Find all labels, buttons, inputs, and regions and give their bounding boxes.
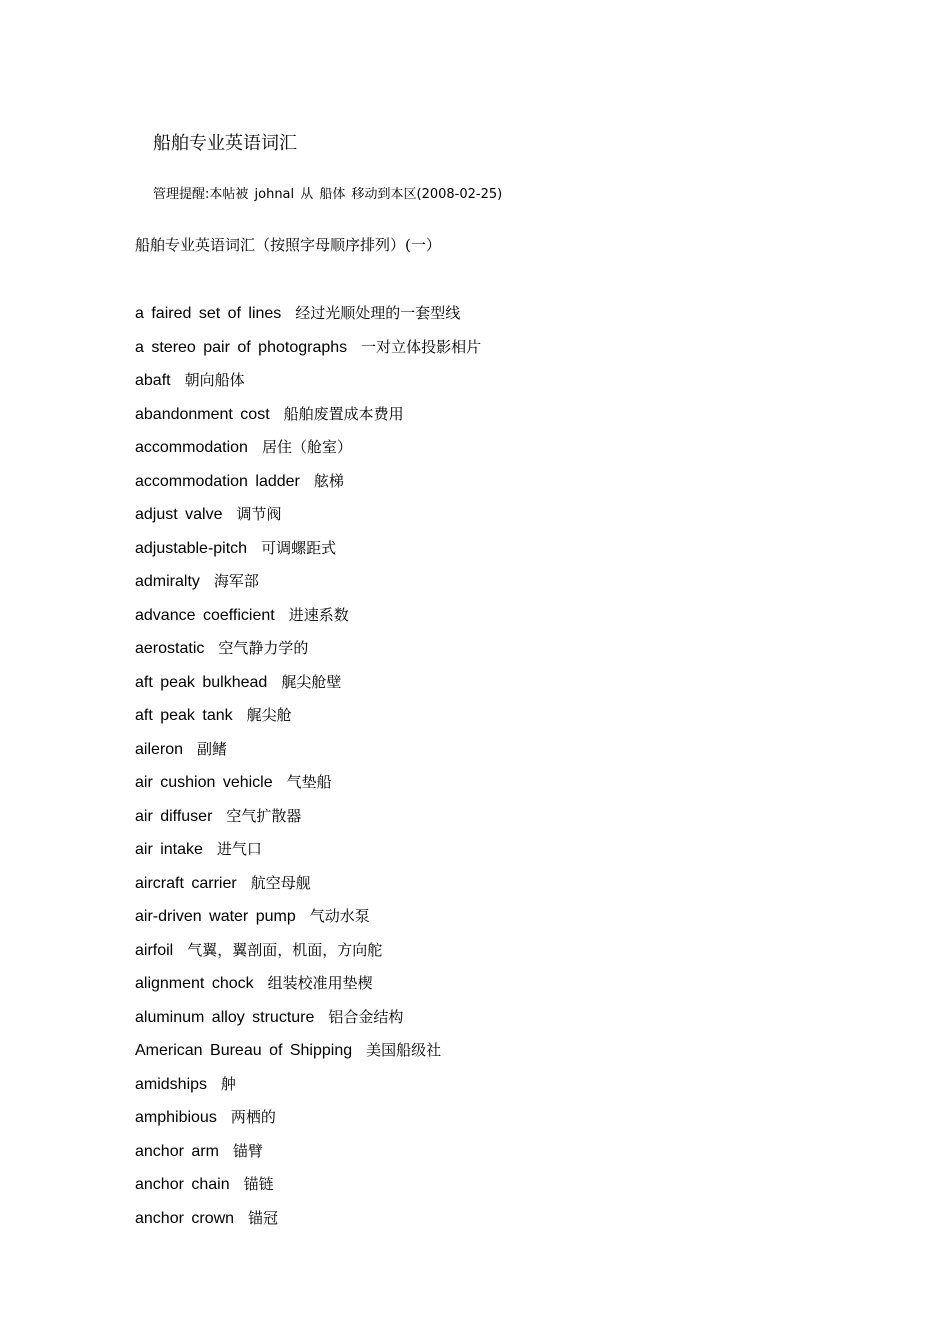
vocab-term: air intake — [135, 841, 203, 858]
vocab-entry — [135, 637, 481, 671]
vocab-meaning: 航空母舰 — [250, 873, 311, 892]
vocab-entry — [135, 872, 481, 906]
vocab-meaning: 舷梯 — [313, 471, 344, 490]
vocab-term: alignment chock — [135, 975, 254, 992]
vocab-entry — [135, 771, 481, 805]
vocab-term: air diffuser — [135, 807, 213, 825]
vocab-term: aerostatic — [135, 640, 205, 657]
vocab-term: abandonment cost — [135, 405, 270, 423]
vocab-entry — [135, 503, 481, 537]
vocab-term: a stereo pair of photographs — [135, 338, 348, 356]
vocab-term: abaft — [135, 372, 171, 389]
vocab-term: adjust valve — [135, 506, 223, 523]
vocab-entry — [135, 336, 481, 370]
vocab-meaning: 气翼，翼剖面，机面，方向舵 — [187, 940, 383, 959]
vocab-term: aft peak bulkhead — [135, 673, 268, 691]
vocab-entry — [135, 470, 481, 504]
vocab-term: anchor arm — [135, 1142, 219, 1160]
vocab-term: adjustable-pitch — [135, 539, 248, 557]
vocab-entry — [135, 972, 481, 1006]
moderator-notice: 管理提醒:本帖被 johnal 从 船体 移动到本区(2008-02-25) — [153, 187, 503, 202]
vocab-meaning: 空气静力学的 — [218, 639, 309, 657]
vocab-entry — [135, 1039, 481, 1073]
vocab-meaning: 海军部 — [213, 572, 259, 590]
vocab-entry — [135, 1073, 481, 1107]
section-heading: 船舶专业英语词汇（按照字母顺序排列）(一） — [135, 236, 441, 254]
vocab-term: anchor crown — [135, 1209, 235, 1227]
vocab-term: accommodation ladder — [135, 472, 300, 490]
vocab-entry — [135, 905, 481, 939]
vocab-entry — [135, 805, 481, 839]
vocab-entry — [135, 604, 481, 638]
vocab-meaning: 经过光顺处理的一套型线 — [295, 304, 461, 322]
vocab-term: amidships — [135, 1075, 208, 1093]
vocab-entry — [135, 838, 481, 872]
vocab-entry — [135, 738, 481, 772]
vocab-meaning: 气垫船 — [286, 773, 332, 791]
vocab-entry — [135, 302, 481, 336]
vocab-entry — [135, 436, 481, 470]
vocab-entry — [135, 1207, 481, 1241]
vocab-term: accommodation — [135, 439, 248, 456]
vocab-entry — [135, 403, 481, 437]
vocab-term: aircraft carrier — [135, 874, 237, 892]
vocabulary-list — [135, 302, 481, 1240]
vocab-term: airfoil — [135, 941, 174, 959]
vocab-entry — [135, 1140, 481, 1174]
vocab-term: amphibious — [135, 1109, 217, 1126]
vocab-term: aft peak tank — [135, 707, 233, 724]
vocab-entry — [135, 1106, 481, 1140]
vocab-entry — [135, 570, 481, 604]
vocab-meaning: 两栖的 — [230, 1108, 276, 1126]
vocab-term: aileron — [135, 740, 184, 758]
vocab-meaning: 进气口 — [216, 840, 262, 858]
vocab-meaning: 进速系数 — [288, 605, 349, 624]
vocab-meaning: 铝合金结构 — [328, 1007, 404, 1026]
vocab-term: air cushion vehicle — [135, 774, 273, 791]
vocab-meaning: 美国船级社 — [366, 1041, 442, 1059]
vocab-term: anchor chain — [135, 1176, 230, 1193]
vocab-meaning: 舯 — [221, 1074, 237, 1093]
vocab-entry — [135, 1006, 481, 1040]
vocab-meaning: 一对立体投影相片 — [361, 337, 482, 356]
vocab-term: aluminum alloy structure — [135, 1008, 315, 1026]
vocab-entry — [135, 369, 481, 403]
vocab-term: advance coefficient — [135, 606, 275, 624]
vocab-meaning: 锚链 — [243, 1175, 274, 1193]
vocab-entry — [135, 671, 481, 705]
vocab-meaning: 锚冠 — [248, 1208, 279, 1227]
vocab-meaning: 组装校准用垫楔 — [267, 974, 373, 992]
vocab-meaning: 调节阀 — [236, 505, 282, 523]
vocab-meaning: 艉尖舱壁 — [281, 672, 342, 691]
vocab-meaning: 朝向船体 — [184, 371, 245, 389]
vocab-entry — [135, 704, 481, 738]
vocab-term: admiralty — [135, 573, 200, 590]
vocab-meaning: 空气扩散器 — [226, 806, 302, 825]
vocab-meaning: 锚臂 — [232, 1141, 263, 1160]
vocab-meaning: 可调螺距式 — [261, 538, 337, 557]
document-title: 船舶专业英语词汇 — [153, 133, 297, 154]
vocab-entry — [135, 939, 481, 973]
vocab-meaning: 船舶废置成本费用 — [283, 404, 404, 423]
vocab-meaning: 气动水泵 — [309, 907, 370, 925]
vocab-meaning: 副鳍 — [197, 739, 228, 758]
vocab-term: a faired set of lines — [135, 305, 282, 322]
vocab-meaning: 艉尖舱 — [246, 706, 292, 724]
vocab-term: American Bureau of Shipping — [135, 1042, 353, 1059]
vocab-entry — [135, 1173, 481, 1207]
vocab-entry — [135, 537, 481, 571]
vocab-term: air-driven water pump — [135, 908, 296, 925]
vocab-meaning: 居住（舱室） — [261, 438, 352, 456]
